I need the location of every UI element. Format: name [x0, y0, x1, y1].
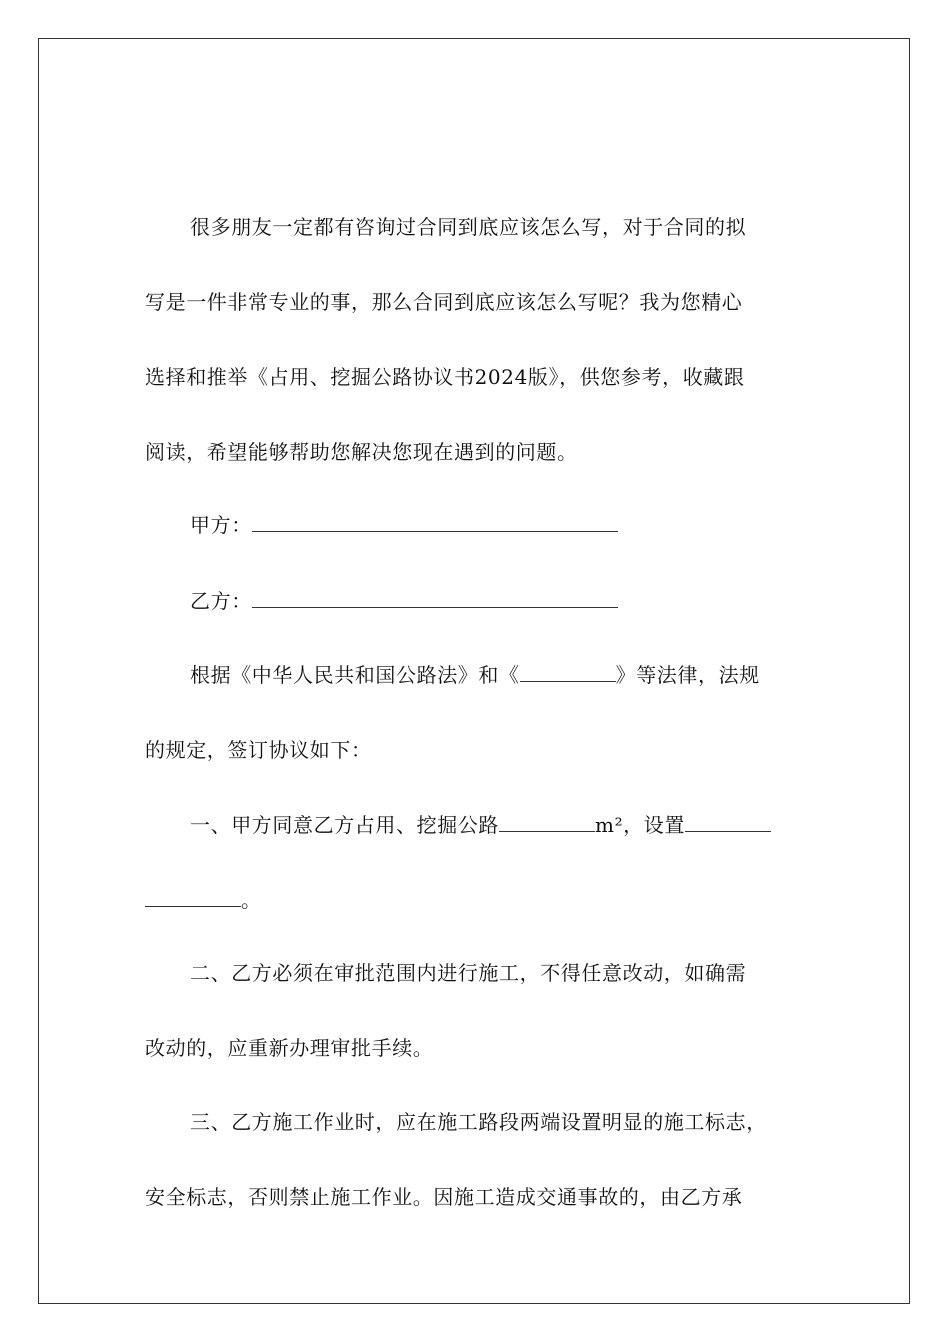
clause-2-line-1: 二、乙方必须在审批范围内进行施工，不得任意改动，如确需: [190, 961, 747, 985]
party-b-row: [190, 589, 618, 613]
clause-3-line-1: 三、乙方施工作业时，应在施工路段两端设置明显的施工标志，: [190, 1110, 767, 1134]
setup-blank-2[interactable]: [145, 890, 241, 907]
clause-1-text: 一、甲方同意乙方占用、挖掘公路: [190, 813, 499, 837]
basis-line-1: [190, 663, 760, 687]
clause-1-line-1: [190, 813, 771, 837]
basis-text-end: 》等法律，法规: [615, 663, 760, 687]
party-a-blank[interactable]: [252, 515, 618, 532]
party-a-row: [190, 513, 618, 537]
intro-line-1: 很多朋友一定都有咨询过合同到底应该怎么写，对于合同的拟: [190, 215, 747, 239]
party-b-blank[interactable]: [252, 591, 618, 608]
setup-blank-1[interactable]: [685, 815, 771, 832]
area-blank[interactable]: [499, 815, 595, 832]
intro-line-2: 写是一件非常专业的事，那么合同到底应该怎么写呢？我为您精心: [145, 290, 743, 314]
clause-2-line-2: 改动的，应重新办理审批手续。: [145, 1036, 434, 1060]
clause-1-unit: m²，设置: [595, 813, 685, 837]
clause-1-end: 。: [241, 888, 262, 912]
clause-1-line-2: [145, 888, 262, 912]
intro-line-4: 阅读，希望能够帮助您解决您现在遇到的问题。: [145, 440, 578, 464]
basis-text-start: 根据《中华人民共和国公路法》和《: [190, 663, 520, 687]
basis-line-2: 的规定，签订协议如下：: [145, 738, 372, 762]
clause-3-line-2: 安全标志，否则禁止施工作业。因施工造成交通事故的，由乙方承: [145, 1185, 743, 1209]
law-name-blank[interactable]: [520, 665, 616, 682]
intro-line-3: 选择和推举《占用、挖掘公路协议书2024版》，供您参考，收藏跟: [145, 365, 745, 389]
party-b-label: 乙方：: [190, 589, 252, 613]
party-a-label: 甲方：: [190, 513, 252, 537]
